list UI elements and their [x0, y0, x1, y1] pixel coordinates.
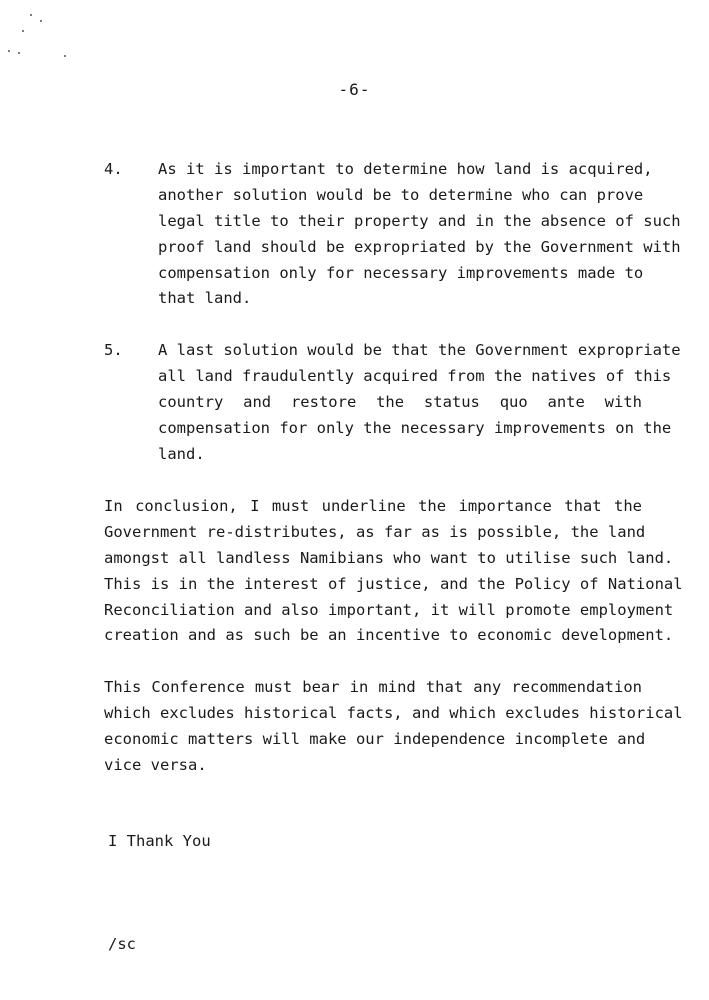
text-line: that land. [158, 289, 252, 308]
numbered-item-5 [104, 338, 681, 467]
numbered-item-4 [104, 157, 681, 312]
item-number: 5. [104, 341, 123, 359]
text-line: amongst all landless Namibians who want to utilise such land. [104, 548, 674, 567]
text-line: another solution would be to determine who can prove [158, 185, 644, 204]
closing-text: I Thank You [108, 832, 211, 850]
text-line: A last solution would be that the Government expropriate [158, 341, 681, 359]
item-text [158, 157, 681, 312]
typist-initials: /sc [108, 935, 136, 953]
text-line: Reconciliation and also important, it will promote employment [104, 600, 674, 619]
text-line: legal title to their property and in the absence of such [158, 211, 681, 230]
text-line: In conclusion, I must underline the importance that the [104, 497, 642, 515]
text-line: This is in the interest of justice, and the Policy of National [104, 574, 683, 593]
text-line: Government re-distributes, as far as is possible, the land [104, 522, 646, 541]
text-line: country and restore the status quo ante with [158, 392, 642, 411]
text-line: vice versa. [104, 755, 207, 774]
text-line: As it is important to determine how land is acquired, [158, 160, 653, 178]
text-line: proof land should be expropriated by the Government with [158, 237, 681, 256]
text-line: all land fraudulently acquired from the natives of this [158, 366, 672, 385]
scan-speck [64, 55, 66, 57]
scan-speck [8, 50, 10, 52]
conclusion-paragraph [104, 494, 683, 649]
text-line: economic matters will make our independence incomplete and [104, 729, 646, 748]
page-number: -6- [338, 80, 371, 99]
text-line: creation and as such be an incentive to economic development. [104, 626, 674, 645]
scan-speck [18, 52, 20, 54]
text-line: This Conference must bear in mind that any recommendation [104, 678, 642, 696]
conference-paragraph [104, 675, 683, 779]
text-line: compensation for only the necessary improvements on the [158, 418, 672, 437]
item-number: 4. [104, 160, 123, 178]
scan-speck [40, 20, 42, 22]
text-line: land. [158, 444, 205, 463]
scan-speck [22, 30, 24, 32]
item-text [158, 338, 681, 467]
text-line: which excludes historical facts, and which excludes historical [104, 703, 683, 722]
scan-speck [30, 14, 32, 16]
text-line: compensation only for necessary improvements made to [158, 263, 644, 282]
